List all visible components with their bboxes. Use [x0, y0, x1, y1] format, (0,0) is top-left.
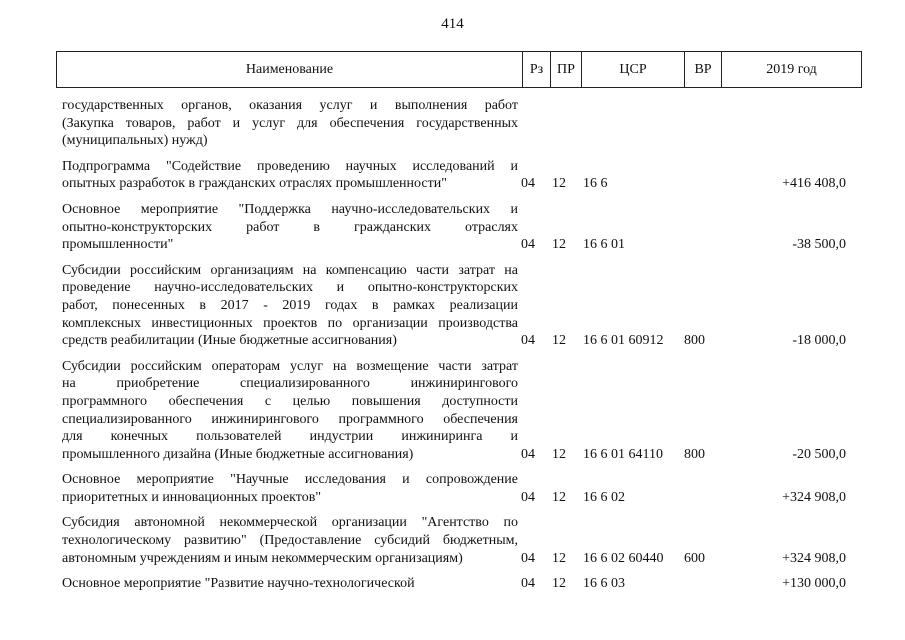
row-rz: 04 [521, 176, 535, 192]
header-vr: ВР [685, 52, 722, 87]
table-row [62, 201, 862, 254]
row-name [62, 358, 518, 464]
row-amount: -18 000,0 [792, 333, 846, 349]
table-row [62, 514, 862, 567]
row-name-line: автономным учреждениям и иным некоммерческим организациям) [62, 550, 463, 566]
row-csr: 16 6 02 [583, 489, 625, 505]
table-row [62, 575, 862, 593]
row-name-line: опытных разработок в гражданских отраслях промышленности" [62, 176, 447, 192]
row-vr: 800 [684, 333, 705, 349]
row-name-line: технологическому развитию" (Предоставление субсидий бюджетным, [62, 533, 518, 549]
row-name-line: средств реабилитации (Иные бюджетные ассигнования) [62, 333, 397, 349]
row-pr: 12 [552, 550, 566, 566]
table-row [62, 97, 862, 150]
header-csr: ЦСР [582, 52, 685, 87]
row-vr: 800 [684, 446, 705, 462]
header-rz: Рз [523, 52, 551, 87]
row-name [62, 514, 518, 567]
row-amount: -38 500,0 [792, 237, 846, 253]
row-name-line: приоритетных и инновационных проектов" [62, 489, 322, 505]
row-amount: +416 408,0 [782, 176, 846, 192]
row-pr: 12 [552, 489, 566, 505]
row-name [62, 97, 518, 150]
row-amount: +324 908,0 [782, 550, 846, 566]
row-rz: 04 [521, 550, 535, 566]
row-name-line: промышленного дизайна (Иные бюджетные ассигнования) [62, 446, 414, 462]
header-pr: ПР [551, 52, 582, 87]
row-amount: -20 500,0 [792, 446, 846, 462]
row-rz: 04 [521, 446, 535, 462]
row-pr: 12 [552, 237, 566, 253]
table-row [62, 158, 862, 193]
row-csr: 16 6 [583, 176, 608, 192]
row-pr: 12 [552, 333, 566, 349]
row-name-line: комплексных инвестиционных проектов по организации производства [62, 315, 518, 331]
row-name [62, 201, 518, 254]
row-vr: 600 [684, 550, 705, 566]
row-csr: 16 6 01 64110 [583, 446, 663, 462]
header-year: 2019 год [766, 62, 817, 77]
table-body [62, 97, 862, 601]
row-pr: 12 [552, 576, 566, 592]
header-name: Наименование [57, 52, 523, 87]
row-name-line: государственных органов, оказания услуг и выполнения работ [62, 98, 518, 113]
row-csr: 16 6 01 60912 [583, 333, 664, 349]
row-name-line: Основное мероприятие "Поддержка научно-исследовательских и [62, 201, 518, 217]
table-header [56, 51, 862, 88]
row-name-line: Субсидии российским операторам услуг на возмещение части затрат [62, 358, 518, 374]
row-name-line: для конечных пользователей индустрии инжиниринга и [62, 429, 518, 445]
row-rz: 04 [521, 237, 535, 253]
row-name-line: Подпрограмма "Содействие проведению научных исследований и [62, 158, 518, 174]
row-name-line: программного обеспечения с целью повышения доступности [62, 393, 518, 409]
table-row [62, 358, 862, 464]
row-name-line: проведение научно-исследовательских и опытно-конструкторских [62, 280, 518, 296]
row-amount: +324 908,0 [782, 489, 846, 505]
row-amount: +130 000,0 [782, 576, 846, 592]
row-name-line: на приобретение специализированного инжинирингового [62, 376, 518, 392]
row-name-line: работ, понесенных в 2017 - 2019 годах в рамках реализации [62, 297, 518, 313]
row-name [62, 158, 518, 193]
row-pr: 12 [552, 176, 566, 192]
row-name-line: специализированного инжинирингового программного обеспечения [62, 411, 518, 427]
row-csr: 16 6 01 [583, 237, 625, 253]
row-name [62, 262, 518, 350]
table-row [62, 262, 862, 350]
row-pr: 12 [552, 446, 566, 462]
row-name-line: Основное мероприятие "Развитие научно-технологической [62, 576, 415, 592]
row-name-line: промышленности" [62, 237, 174, 253]
row-rz: 04 [521, 576, 535, 592]
row-name-line: Субсидия автономной некоммерческой организации "Агентство по [62, 515, 518, 531]
row-name [62, 471, 518, 506]
row-name-line: (Закупка товаров, работ и услуг для обеспечения государственных [62, 115, 518, 131]
row-name-line: (муниципальных) нужд) [62, 133, 208, 149]
row-csr: 16 6 03 [583, 576, 625, 592]
row-name [62, 575, 518, 593]
row-rz: 04 [521, 489, 535, 505]
row-name-line: Основное мероприятие "Научные исследования и сопровождение [62, 472, 518, 488]
row-rz: 04 [521, 333, 535, 349]
page-number: 414 [441, 16, 464, 32]
table-row [62, 471, 862, 506]
row-csr: 16 6 02 60440 [583, 550, 664, 566]
row-name-line: опытно-конструкторских работ в гражданских отраслях [62, 219, 518, 235]
row-name-line: Субсидии российским организациям на компенсацию части затрат на [62, 262, 518, 278]
